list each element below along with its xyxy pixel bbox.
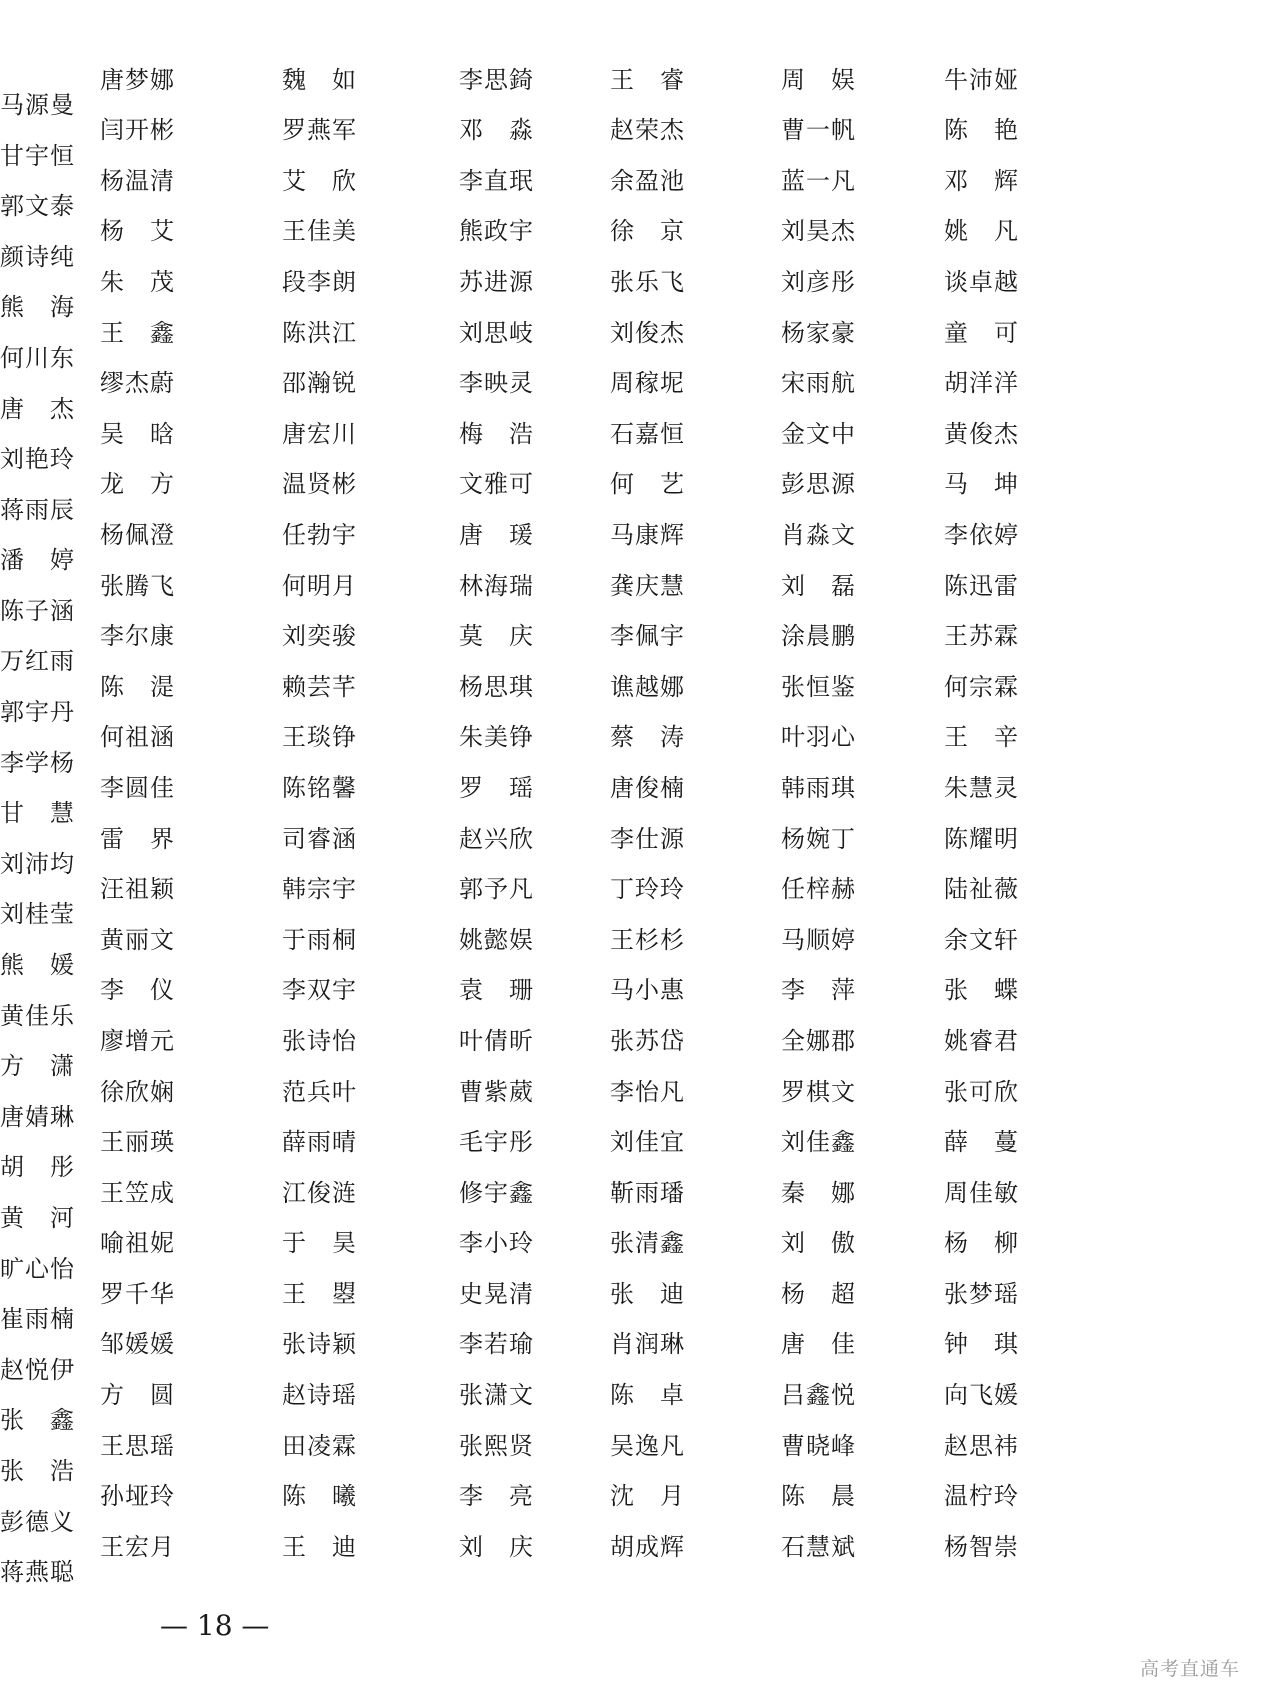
name-row bbox=[0, 320, 1280, 371]
name-cell: 马康辉 bbox=[610, 520, 685, 549]
name-cell: 童 可 bbox=[944, 318, 1019, 347]
name-cell: 方 潇 bbox=[0, 1052, 75, 1081]
name-cell: 梅 浩 bbox=[459, 419, 534, 448]
name-cell: 吕鑫悦 bbox=[781, 1381, 856, 1410]
name-cell: 李 萍 bbox=[781, 976, 856, 1005]
name-cell: 袁 珊 bbox=[459, 976, 534, 1005]
name-cell: 于 昊 bbox=[282, 1229, 357, 1258]
name-cell: 张诗颖 bbox=[282, 1330, 357, 1359]
name-cell: 李依婷 bbox=[944, 520, 1019, 549]
name-cell: 颜诗纯 bbox=[0, 242, 75, 271]
name-cell: 李双宇 bbox=[282, 976, 357, 1005]
name-row bbox=[0, 219, 1280, 270]
page-number: — 18 — bbox=[160, 1609, 270, 1642]
name-cell: 杨温清 bbox=[100, 166, 175, 195]
name-cell: 姚懿娱 bbox=[459, 925, 534, 954]
watermark-text: 高考直通车 bbox=[1139, 1658, 1240, 1680]
name-cell: 杨婉丁 bbox=[781, 824, 856, 853]
name-cell: 李佩宇 bbox=[610, 622, 685, 651]
name-cell: 陈耀明 bbox=[944, 824, 1019, 853]
name-cell: 张 蝶 bbox=[944, 976, 1019, 1005]
name-cell: 薛雨晴 bbox=[282, 1128, 357, 1157]
name-cell: 陈 湜 bbox=[100, 672, 175, 701]
name-cell: 张腾飞 bbox=[100, 571, 175, 600]
name-cell: 邓 辉 bbox=[944, 166, 1019, 195]
name-cell: 张苏岱 bbox=[610, 1026, 685, 1055]
name-cell: 杨智崇 bbox=[944, 1532, 1019, 1561]
name-cell: 赵思祎 bbox=[944, 1431, 1019, 1460]
name-cell: 胡洋洋 bbox=[944, 369, 1019, 398]
name-cell: 王宏月 bbox=[100, 1532, 175, 1561]
name-cell: 钟 琪 bbox=[944, 1330, 1019, 1359]
name-cell: 李学杨 bbox=[0, 748, 75, 777]
name-cell: 李映灵 bbox=[459, 369, 534, 398]
name-cell: 江俊涟 bbox=[282, 1178, 357, 1207]
name-cell: 周稼坭 bbox=[610, 369, 685, 398]
name-cell: 赵荣杰 bbox=[610, 116, 685, 145]
name-cell: 黄 河 bbox=[0, 1204, 75, 1232]
name-cell: 曹晓峰 bbox=[781, 1431, 856, 1460]
name-row bbox=[0, 118, 1280, 169]
name-cell: 李尔康 bbox=[100, 622, 175, 651]
name-row bbox=[0, 573, 1280, 624]
name-row bbox=[0, 1332, 1280, 1383]
name-cell: 王琰铮 bbox=[282, 723, 357, 752]
name-cell: 段李朗 bbox=[282, 268, 357, 297]
name-cell: 赵兴欣 bbox=[459, 824, 534, 853]
name-cell: 何祖涵 bbox=[100, 723, 175, 752]
name-cell: 杨 柳 bbox=[944, 1229, 1019, 1258]
name-cell: 杨思琪 bbox=[459, 672, 534, 701]
name-row bbox=[0, 168, 1280, 219]
name-row bbox=[0, 1079, 1280, 1130]
name-cell: 杨 艾 bbox=[100, 217, 175, 246]
name-cell: 何 艺 bbox=[610, 470, 685, 499]
name-cell: 马顺婷 bbox=[781, 925, 856, 954]
name-cell: 陈 晨 bbox=[781, 1482, 856, 1511]
name-cell: 蒋燕聪 bbox=[0, 1558, 75, 1587]
name-cell: 韩雨琪 bbox=[781, 773, 856, 802]
name-cell: 潘 婷 bbox=[0, 546, 75, 575]
name-cell: 石嘉恒 bbox=[610, 419, 685, 448]
name-cell: 薛 蔓 bbox=[944, 1128, 1019, 1157]
name-cell: 唐梦娜 bbox=[100, 65, 175, 94]
name-cell: 谯越娜 bbox=[610, 672, 685, 701]
name-cell: 张梦瑶 bbox=[944, 1279, 1019, 1308]
name-cell: 汪祖颖 bbox=[100, 875, 175, 904]
name-cell: 陈洪江 bbox=[282, 318, 357, 347]
name-row bbox=[0, 269, 1280, 320]
name-row bbox=[0, 978, 1280, 1029]
name-cell: 司睿涵 bbox=[282, 824, 357, 853]
name-cell: 崔雨楠 bbox=[0, 1305, 75, 1334]
name-cell: 熊 媛 bbox=[0, 951, 75, 980]
name-cell: 王苏霖 bbox=[944, 622, 1019, 651]
name-cell: 李 亮 bbox=[459, 1482, 534, 1511]
name-row bbox=[0, 1180, 1280, 1231]
name-cell: 李仕源 bbox=[610, 824, 685, 853]
name-cell: 彭德义 bbox=[0, 1507, 75, 1536]
name-cell: 朱 茂 bbox=[100, 268, 175, 297]
name-cell: 李 仪 bbox=[100, 976, 175, 1005]
name-cell: 甘 慧 bbox=[0, 799, 75, 828]
name-cell: 王丽瑛 bbox=[100, 1128, 175, 1157]
name-cell: 赵悦伊 bbox=[0, 1355, 75, 1384]
name-cell: 方 圆 bbox=[100, 1381, 175, 1410]
name-cell: 李怡凡 bbox=[610, 1077, 685, 1106]
name-cell: 向飞媛 bbox=[944, 1381, 1019, 1410]
name-cell: 杨 超 bbox=[781, 1279, 856, 1308]
name-row bbox=[0, 1231, 1280, 1282]
name-cell: 赖芸芊 bbox=[282, 672, 357, 701]
name-cell: 蔡 涛 bbox=[610, 723, 685, 752]
name-cell: 王 迪 bbox=[282, 1532, 357, 1561]
name-cell: 叶倩昕 bbox=[459, 1026, 534, 1055]
name-cell: 张 浩 bbox=[0, 1456, 75, 1485]
name-cell: 徐 京 bbox=[610, 217, 685, 246]
name-row bbox=[0, 1028, 1280, 1079]
name-cell: 刘艳玲 bbox=[0, 445, 75, 474]
name-cell: 韩宗宇 bbox=[282, 875, 357, 904]
name-cell: 张潇文 bbox=[459, 1381, 534, 1410]
name-cell: 徐欣娴 bbox=[100, 1077, 175, 1106]
name-cell: 刘佳宜 bbox=[610, 1128, 685, 1157]
name-cell: 张乐飞 bbox=[610, 268, 685, 297]
name-cell: 范兵叶 bbox=[282, 1077, 357, 1106]
name-cell: 于雨桐 bbox=[282, 925, 357, 954]
name-cell: 余文轩 bbox=[944, 925, 1019, 954]
name-cell: 陈子涵 bbox=[0, 596, 75, 625]
name-cell: 马小惠 bbox=[610, 976, 685, 1005]
name-cell: 刘俊杰 bbox=[610, 318, 685, 347]
name-cell: 石慧斌 bbox=[781, 1532, 856, 1561]
name-row bbox=[0, 674, 1280, 725]
name-cell: 文雅可 bbox=[459, 470, 534, 499]
name-cell: 姚睿君 bbox=[944, 1026, 1019, 1055]
name-cell: 缪杰蔚 bbox=[100, 369, 175, 398]
name-row bbox=[0, 472, 1280, 523]
name-cell: 王 曌 bbox=[282, 1279, 357, 1308]
name-cell: 肖淼文 bbox=[781, 520, 856, 549]
name-cell: 肖润琳 bbox=[610, 1330, 685, 1359]
name-cell: 陈 曦 bbox=[282, 1482, 357, 1511]
name-cell: 王笠成 bbox=[100, 1178, 175, 1207]
name-cell: 张 鑫 bbox=[0, 1406, 75, 1435]
name-cell: 黄俊杰 bbox=[944, 419, 1019, 448]
name-row bbox=[0, 67, 1280, 118]
name-cell: 温贤彬 bbox=[282, 470, 357, 499]
name-cell: 刘奕骏 bbox=[282, 622, 357, 651]
name-cell: 罗燕军 bbox=[282, 116, 357, 145]
name-cell: 涂晨鹏 bbox=[781, 622, 856, 651]
name-cell: 龚庆慧 bbox=[610, 571, 685, 600]
name-cell: 刘 傲 bbox=[781, 1229, 856, 1258]
name-cell: 唐俊楠 bbox=[610, 773, 685, 802]
name-cell: 闫开彬 bbox=[100, 116, 175, 145]
name-row bbox=[0, 1382, 1280, 1433]
name-cell: 周佳敏 bbox=[944, 1178, 1019, 1207]
name-cell: 张熙贤 bbox=[459, 1431, 534, 1460]
name-cell: 熊政宇 bbox=[459, 217, 534, 246]
name-cell: 魏 如 bbox=[282, 65, 357, 94]
name-row bbox=[0, 624, 1280, 675]
name-cell: 吴逸凡 bbox=[610, 1431, 685, 1460]
name-cell: 喻祖妮 bbox=[100, 1229, 175, 1258]
name-cell: 毛宇彤 bbox=[459, 1128, 534, 1157]
name-cell: 刘昊杰 bbox=[781, 217, 856, 246]
name-cell: 刘思岐 bbox=[459, 318, 534, 347]
name-cell: 刘桂莹 bbox=[0, 900, 75, 929]
name-cell: 沈 月 bbox=[610, 1482, 685, 1511]
name-cell: 郭文泰 bbox=[0, 192, 75, 221]
name-cell: 唐婧琳 bbox=[0, 1102, 75, 1131]
name-row bbox=[0, 371, 1280, 422]
name-cell: 宋雨航 bbox=[781, 369, 856, 398]
name-cell: 苏进源 bbox=[459, 268, 534, 297]
name-cell: 赵诗瑶 bbox=[282, 1381, 357, 1410]
name-cell: 王思瑶 bbox=[100, 1431, 175, 1460]
name-cell: 李小玲 bbox=[459, 1229, 534, 1258]
name-cell: 任勃宇 bbox=[282, 520, 357, 549]
name-row bbox=[0, 775, 1280, 826]
name-cell: 王佳美 bbox=[282, 217, 357, 246]
name-cell: 孙垭玲 bbox=[100, 1482, 175, 1511]
name-cell: 李思錡 bbox=[459, 65, 534, 94]
name-cell: 胡 彤 bbox=[0, 1153, 75, 1182]
name-cell: 李圆佳 bbox=[100, 773, 175, 802]
name-cell: 王杉杉 bbox=[610, 925, 685, 954]
name-cell: 张可欣 bbox=[944, 1077, 1019, 1106]
name-row bbox=[0, 1281, 1280, 1332]
name-cell: 黄丽文 bbox=[100, 925, 175, 954]
name-cell: 刘 磊 bbox=[781, 571, 856, 600]
name-cell: 马源曼 bbox=[0, 90, 75, 119]
name-cell: 龙 方 bbox=[100, 470, 175, 499]
name-cell: 温柠玲 bbox=[944, 1482, 1019, 1511]
name-cell: 朱慧灵 bbox=[944, 773, 1019, 802]
name-cell: 熊 海 bbox=[0, 293, 75, 322]
name-cell: 黄佳乐 bbox=[0, 1001, 75, 1030]
name-cell: 唐 杰 bbox=[0, 394, 75, 423]
name-cell: 莫 庆 bbox=[459, 622, 534, 651]
name-cell: 杨佩澄 bbox=[100, 520, 175, 549]
name-cell: 丁玲玲 bbox=[610, 875, 685, 904]
name-cell: 曹一帆 bbox=[781, 116, 856, 145]
name-cell: 陈迅雷 bbox=[944, 571, 1019, 600]
name-cell: 刘佳鑫 bbox=[781, 1128, 856, 1157]
name-cell: 全娜郡 bbox=[781, 1026, 856, 1055]
name-cell: 艾 欣 bbox=[282, 166, 357, 195]
name-cell: 甘宇恒 bbox=[0, 141, 75, 170]
name-cell: 罗千华 bbox=[100, 1279, 175, 1308]
name-cell: 修宇鑫 bbox=[459, 1178, 534, 1207]
name-row bbox=[0, 927, 1280, 978]
name-cell: 张 迪 bbox=[610, 1279, 685, 1308]
name-row bbox=[0, 1534, 1280, 1585]
name-cell: 郭宇丹 bbox=[0, 698, 75, 727]
name-cell: 张清鑫 bbox=[610, 1229, 685, 1258]
name-cell: 刘 庆 bbox=[459, 1532, 534, 1561]
name-cell: 叶羽心 bbox=[781, 723, 856, 752]
name-cell: 罗 瑶 bbox=[459, 773, 534, 802]
name-cell: 田凌霖 bbox=[282, 1431, 357, 1460]
name-row bbox=[0, 826, 1280, 877]
name-cell: 邓 淼 bbox=[459, 116, 534, 145]
name-cell: 张恒鉴 bbox=[781, 672, 856, 701]
name-cell: 郭予凡 bbox=[459, 875, 534, 904]
name-cell: 史晃清 bbox=[459, 1279, 534, 1308]
name-cell: 李直珉 bbox=[459, 166, 534, 195]
name-cell: 廖增元 bbox=[100, 1026, 175, 1055]
name-cell: 李若瑜 bbox=[459, 1330, 534, 1359]
name-cell: 杨家豪 bbox=[781, 318, 856, 347]
name-cell: 胡成辉 bbox=[610, 1532, 685, 1561]
name-row bbox=[0, 1484, 1280, 1535]
name-cell: 余盈池 bbox=[610, 166, 685, 195]
name-cell: 邵瀚锐 bbox=[282, 369, 357, 398]
name-cell: 王 辛 bbox=[944, 723, 1019, 752]
name-cell: 张诗怡 bbox=[282, 1026, 357, 1055]
name-row bbox=[0, 725, 1280, 776]
name-cell: 陈铭馨 bbox=[282, 773, 357, 802]
name-cell: 金文中 bbox=[781, 419, 856, 448]
name-cell: 朱美铮 bbox=[459, 723, 534, 752]
name-cell: 刘沛均 bbox=[0, 849, 75, 878]
name-cell: 陈 卓 bbox=[610, 1381, 685, 1410]
name-cell: 林海瑞 bbox=[459, 571, 534, 600]
name-cell: 唐 佳 bbox=[781, 1330, 856, 1359]
name-cell: 王 睿 bbox=[610, 65, 685, 94]
name-cell: 任梓赫 bbox=[781, 875, 856, 904]
name-cell: 姚 凡 bbox=[944, 217, 1019, 246]
name-cell: 何川东 bbox=[0, 343, 75, 372]
name-cell: 旷心怡 bbox=[0, 1254, 75, 1283]
name-cell: 秦 娜 bbox=[781, 1178, 856, 1207]
name-cell: 唐 瑗 bbox=[459, 520, 534, 549]
name-cell: 何明月 bbox=[282, 571, 357, 600]
name-cell: 周 娱 bbox=[781, 65, 856, 94]
name-cell: 万红雨 bbox=[0, 647, 75, 676]
name-cell: 罗棋文 bbox=[781, 1077, 856, 1106]
name-cell: 陈 艳 bbox=[944, 116, 1019, 145]
name-cell: 陆祉薇 bbox=[944, 875, 1019, 904]
name-row bbox=[0, 1433, 1280, 1484]
name-cell: 雷 界 bbox=[100, 824, 175, 853]
name-row bbox=[0, 1129, 1280, 1180]
name-cell: 何宗霖 bbox=[944, 672, 1019, 701]
name-cell: 靳雨璠 bbox=[610, 1178, 685, 1207]
name-row bbox=[0, 522, 1280, 573]
name-cell: 唐宏川 bbox=[282, 419, 357, 448]
name-cell: 谈卓越 bbox=[944, 268, 1019, 297]
name-list-grid bbox=[0, 67, 1280, 1585]
name-row bbox=[0, 877, 1280, 928]
name-cell: 蒋雨辰 bbox=[0, 495, 75, 524]
name-cell: 吴 晗 bbox=[100, 419, 175, 448]
name-cell: 蓝一凡 bbox=[781, 166, 856, 195]
name-cell: 邹媛媛 bbox=[100, 1330, 175, 1359]
name-cell: 曹紫葳 bbox=[459, 1077, 534, 1106]
name-row bbox=[0, 421, 1280, 472]
name-cell: 彭思源 bbox=[781, 470, 856, 499]
name-cell: 刘彦彤 bbox=[781, 268, 856, 297]
name-cell: 牛沛娅 bbox=[944, 65, 1019, 94]
name-cell: 马 坤 bbox=[944, 470, 1019, 499]
name-cell: 王 鑫 bbox=[100, 318, 175, 347]
